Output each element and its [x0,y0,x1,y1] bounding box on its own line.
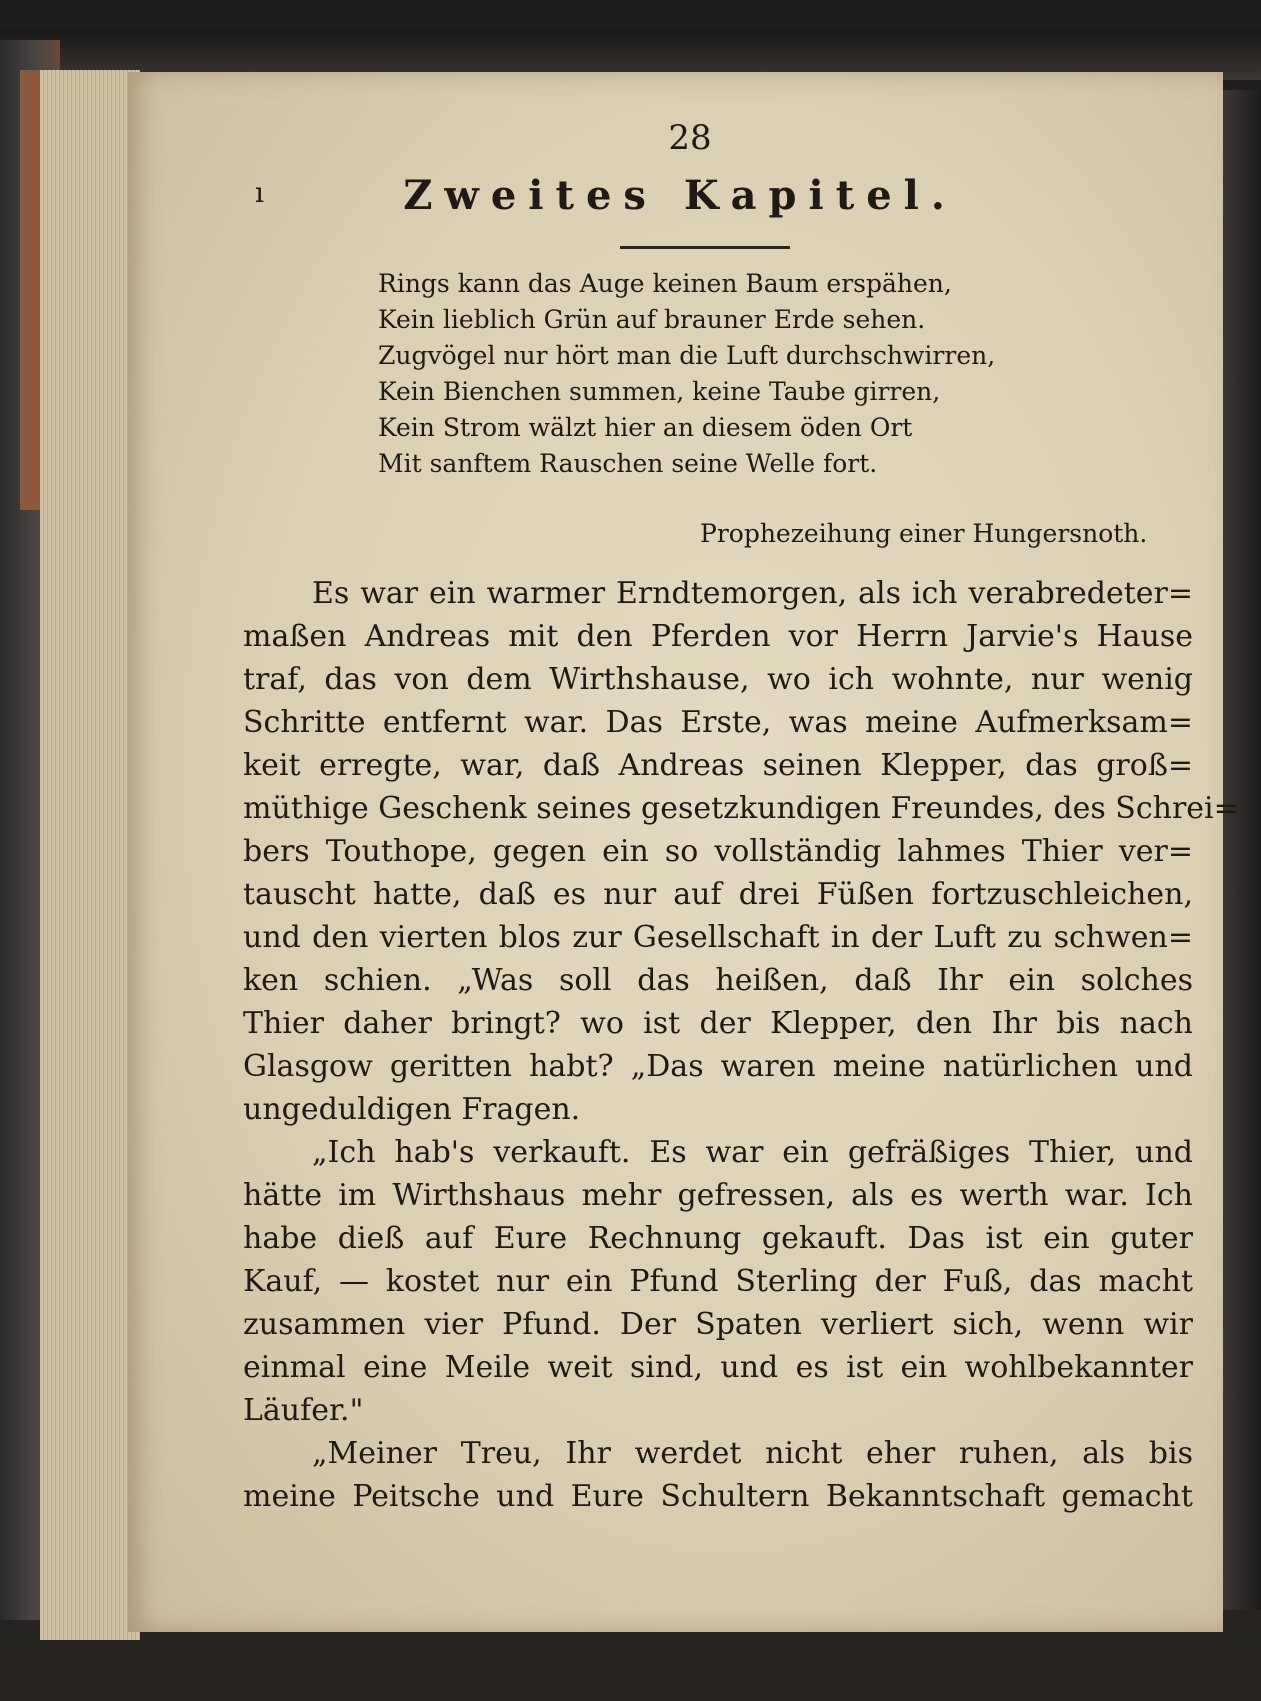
body-line: keit erregte, war, daß Andreas seinen Klepper, das groß= [243,748,1193,783]
body-line: Schritte entfernt war. Das Erste, was meine Aufmerksam= [243,705,1193,740]
title-rule [620,246,790,249]
body-line: „Meiner Treu, Ihr werdet nicht eher ruhen, als bis [312,1436,1193,1471]
epigraph-line: Mit sanftem Rauschen seine Welle fort. [378,449,878,478]
body-line: Läufer." [243,1393,364,1428]
body-line: meine Peitsche und Eure Schultern Bekanntschaft gemacht [243,1479,1193,1514]
margin-mark: ı [255,176,264,209]
body-line: habe dieß auf Eure Rechnung gekauft. Das ist ein guter [243,1221,1193,1256]
body-line: einmal eine Meile weit sind, und es ist ein wohlbekannter [243,1350,1193,1385]
epigraph-line: Kein Bienchen summen, keine Taube girren, [378,377,941,406]
epigraph-attribution: Prophezeihung einer Hungersnoth. [700,519,1148,548]
body-line: müthige Geschenk seines gesetzkundigen Freundes, des Schrei= [243,791,1239,826]
body-line: ungeduldigen Fragen. [243,1092,581,1127]
body-line: ken schien. „Was soll das heißen, daß Ihr ein solches [243,963,1193,998]
body-line: zusammen vier Pfund. Der Spaten verliert sich, wenn wir [243,1307,1193,1342]
epigraph-line: Zugvögel nur hört man die Luft durchschwirren, [378,341,996,370]
page-number: 28 [668,118,712,158]
chapter-title: Zweites Kapitel. [403,172,957,219]
epigraph-line: Kein lieblich Grün auf brauner Erde sehen. [378,305,926,334]
body-line: Kauf, — kostet nur ein Pfund Sterling der Fuß, das macht [243,1264,1193,1299]
body-line: Glasgow geritten habt? „Das waren meine natürlichen und [243,1049,1193,1084]
body-line: Es war ein warmer Erndtemorgen, als ich verabredeter= [312,576,1193,611]
epigraph-line: Kein Strom wälzt hier an diesem öden Ort [378,413,913,442]
body-line: hätte im Wirthshaus mehr gefressen, als es werth war. Ich [243,1178,1193,1213]
body-line: tauscht hatte, daß es nur auf drei Füßen fortzuschleichen, [243,877,1193,912]
body-line: traf, das von dem Wirthshause, wo ich wohnte, nur wenig [243,662,1193,697]
epigraph-line: Rings kann das Auge keinen Baum erspähen, [378,269,952,298]
body-line: maßen Andreas mit den Pferden vor Herrn Jarvie's Hause [243,619,1193,654]
body-line: bers Touthope, gegen ein so vollständig lahmes Thier ver= [243,834,1193,869]
body-line: „Ich hab's verkauft. Es war ein gefräßiges Thier, und [312,1135,1193,1170]
body-line: und den vierten blos zur Gesellschaft in der Luft zu schwen= [243,920,1193,955]
body-line: Thier daher bringt? wo ist der Klepper, den Ihr bis nach [243,1006,1193,1041]
